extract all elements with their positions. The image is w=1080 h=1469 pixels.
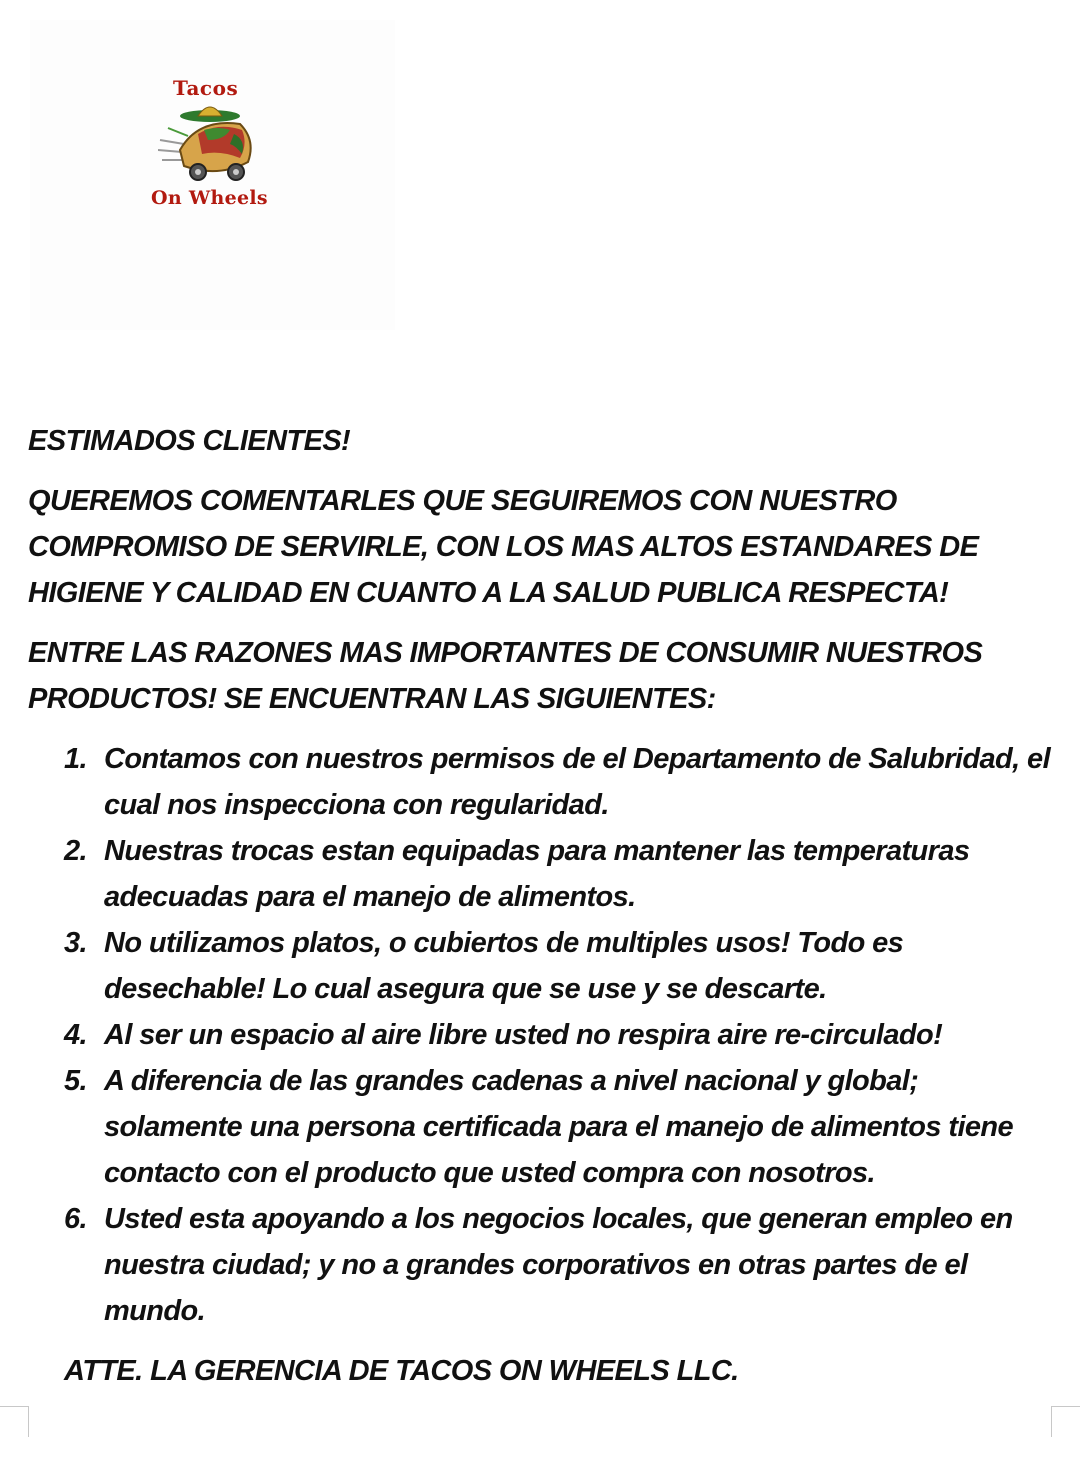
list-item <box>28 920 1058 1012</box>
list-item <box>28 1058 1058 1196</box>
list-text: Contamos con nuestros permisos de el Departamento de Salubridad, el cual nos inspecciona con regularidad. <box>104 743 1051 821</box>
list-text: No utilizamos platos, o cubiertos de multiples usos! Todo es desechable! Lo cual asegura que se use y se descarte. <box>104 927 904 1005</box>
logo-title-bottom: On Wheels <box>151 187 268 209</box>
list-number: 1. <box>64 743 87 775</box>
taco-truck-logo-icon <box>158 100 268 190</box>
logo-title-top: Tacos <box>173 76 239 100</box>
list-number: 3. <box>64 927 87 959</box>
list-number: 5. <box>64 1065 87 1097</box>
list-item <box>28 1012 1058 1058</box>
list-number: 6. <box>64 1203 87 1235</box>
list-text: Nuestras trocas estan equipadas para mantener las temperaturas adecuadas para el manejo de alimentos. <box>104 835 970 913</box>
page-corner-mark-right <box>1051 1406 1080 1437</box>
letter-body <box>28 418 1058 1408</box>
signature: ATTE. LA GERENCIA DE TACOS ON WHEELS LLC. <box>64 1355 739 1387</box>
list-item <box>28 736 1058 828</box>
list-text: Al ser un espacio al aire libre usted no respira aire re-circulado! <box>104 1019 943 1051</box>
list-item <box>28 1196 1058 1334</box>
list-item <box>28 828 1058 920</box>
greeting: ESTIMADOS CLIENTES! <box>28 425 351 457</box>
list-text: A diferencia de las grandes cadenas a nivel nacional y global; solamente una persona certificada para el manejo de alimentos tiene contacto con el producto que usted compra con nosotros. <box>104 1065 1014 1189</box>
list-number: 2. <box>64 835 87 867</box>
reasons-list <box>28 736 1058 1334</box>
list-number: 4. <box>64 1019 87 1051</box>
commitment-paragraph: QUEREMOS COMENTARLES QUE SEGUIREMOS CON NUESTRO COMPROMISO DE SERVIRLE, CON LOS MAS ALTOS ESTANDARES DE HIGIENE Y CALIDAD EN CUANTO A LA SALUD PUBLICA RESPECTA! <box>28 485 979 609</box>
list-text: Usted esta apoyando a los negocios locales, que generan empleo en nuestra ciudad; y no a grandes corporativos en otras partes de el mundo. <box>104 1203 1013 1327</box>
reasons-intro: ENTRE LAS RAZONES MAS IMPORTANTES DE CONSUMIR NUESTROS PRODUCTOS! SE ENCUENTRAN LAS SIGUIENTES: <box>28 637 983 715</box>
page-corner-mark-left <box>0 1406 29 1437</box>
